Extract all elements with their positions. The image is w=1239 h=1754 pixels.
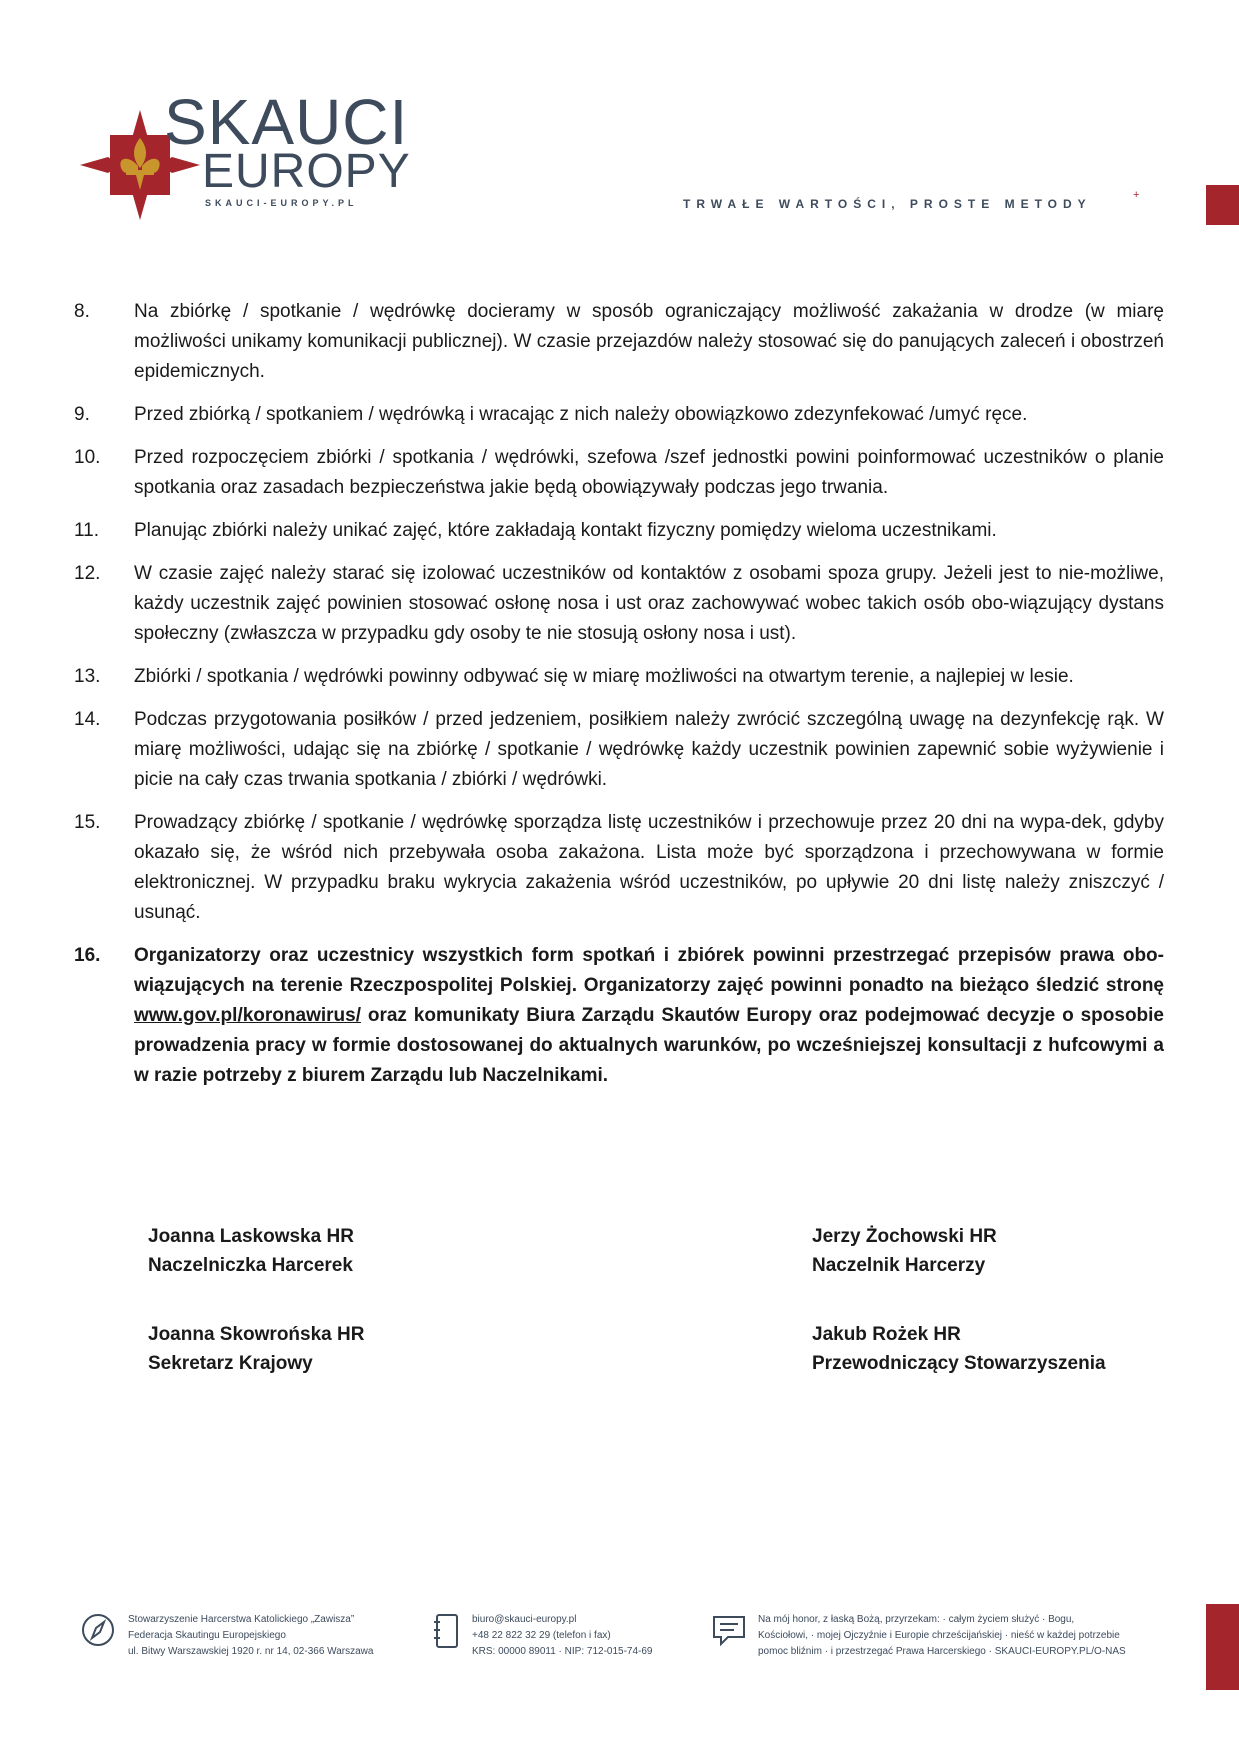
list-item: [74, 705, 1164, 795]
item-text: W czasie zajęć należy starać się izolować uczestników od kontaktów z osobami spoza grupy. Jeżeli jest to nie-możliwe, każdy uczestnik zajęć powinien stosować osłonę nosa i ust oraz zachowywać wobec takich osób obo-wiązujący dystans społeczny (zwłaszcza w przypadku gdy osoby te nie stosują osłony nosa i ust).: [134, 563, 1164, 644]
item-text: Zbiórki / spotkania / wędrówki powinny odbywać się w miarę możliwości na otwartym terenie, a najlepiej w lesie.: [134, 666, 1074, 687]
list-item: [74, 559, 1164, 649]
footer-promise: [758, 1612, 1158, 1660]
item-number: 12.: [74, 563, 101, 584]
signer-role: Przewodniczący Stowarzyszenia: [812, 1353, 1106, 1374]
list-item: [74, 400, 1164, 430]
footer-address: [128, 1612, 373, 1660]
signer-name: Jakub Rożek HR: [812, 1324, 961, 1345]
footer-email[interactable]: biuro@skauci-europy.pl: [472, 1614, 577, 1625]
item-number: 16.: [74, 945, 101, 966]
signer-name: Jerzy Żochowski HR: [812, 1226, 997, 1247]
footer-line: KRS: 00000 89011 · NIP: 712-015-74-69: [472, 1646, 653, 1657]
logo-word-skauci: SKAUCI: [164, 86, 409, 158]
gov-link[interactable]: www.gov.pl/koronawirus/: [134, 1005, 361, 1026]
signature-block: [148, 1222, 354, 1280]
notebook-icon: [432, 1612, 462, 1652]
item-text: Podczas przygotowania posiłków / przed jedzeniem, posiłkiem należy zwrócić szczególną uwagę na dezynfekcję rąk. W miarę możliwości, udając się na zbiórkę / spotkanie / wędrówkę każdy uczestnik powinien zapewnić sobie wyżywienie i picie na cały czas trwania spotkania / zbiórki / wędrówki.: [134, 709, 1164, 790]
item-text: Planując zbiórki należy unikać zajęć, które zakładają kontakt fizyczny pomiędzy wieloma uczestnikami.: [134, 520, 997, 541]
edge-tab-top: [1206, 185, 1239, 225]
item-text: Prowadzący zbiórkę / spotkanie / wędrówkę sporządza listę uczestników i przechowuje przez 20 dni na wypa-dek, gdyby okazało się, że wśród nich przebywała osoba zakażona. Lista może być sporządzona i przechowywana w formie elektronicznej. W przypadku braku wykrycia zakażenia wśród uczestników, po upływie 20 dni listę należy zniszczyć / usunąć.: [134, 812, 1164, 923]
item-text: [134, 941, 1164, 1091]
item-number: 13.: [74, 666, 101, 687]
item-text-after: oraz komunikaty Biura Zarządu Skautów Europy oraz podejmować decyzje o sposobie prowadzenia pracy w formie dostosowanej do aktualnych warunków, po wcześniejszej konsultacji z hufcowymi a w razie potrzeby z biurem Zarządu lub Naczelnikami.: [134, 1005, 1164, 1086]
list-item: [74, 808, 1164, 928]
signature-block: [148, 1320, 364, 1378]
speech-bubble-icon: [710, 1612, 748, 1650]
item-number: 8.: [74, 301, 90, 322]
rules-list: [74, 297, 1164, 1104]
signer-role: Naczelnik Harcerzy: [812, 1255, 986, 1276]
item-text: Przed zbiórką / spotkaniem / wędrówką i wracając z nich należy obowiązkowo zdezynfekować /umyć ręce.: [134, 404, 1028, 425]
footer-line: Na mój honor, z łaską Bożą, przyrzekam: · całym życiem służyć · Bogu,: [758, 1614, 1075, 1625]
item-text: Przed rozpoczęciem zbiórki / spotkania / wędrówki, szefowa /szef jednostki powini poinformować uczestników o planie spotkania oraz zasadach bezpieczeństwa jakie będą obowiązywały podczas jego trwania.: [134, 447, 1164, 498]
item-number: 11.: [74, 520, 100, 541]
logo-url: SKAUCI-EUROPY.PL: [205, 198, 358, 208]
item-number: 9.: [74, 404, 90, 425]
footer-contact: [472, 1612, 653, 1660]
signer-role: Naczelniczka Harcerek: [148, 1255, 353, 1276]
tagline-mark: +: [1133, 189, 1140, 201]
signature-block: [812, 1320, 1106, 1378]
footer-line: Kościołowi, · mojej Ojczyźnie i Europie chrześcijańskiej · nieść w każdej potrzebie: [758, 1630, 1120, 1641]
item-number: 10.: [74, 447, 101, 468]
tagline: TRWAŁE WARTOŚCI, PROSTE METODY: [683, 197, 1092, 211]
compass-icon: [80, 1612, 116, 1648]
logo-word-europy: EUROPY: [202, 145, 411, 198]
footer-line: Stowarzyszenie Harcerstwa Katolickiego „Zawisza”: [128, 1614, 355, 1625]
item-text: Na zbiórkę / spotkanie / wędrówkę docieramy w sposób ograniczający możliwość zakażania w drodze (w miarę możliwości unikamy komunikacji publicznej). W czasie przejazdów należy stosować się do panujących zaleceń i obostrzeń epidemicznych.: [134, 301, 1164, 382]
item-text-before: Organizatorzy oraz uczestnicy wszystkich form spotkań i zbiórek powinni przestrzegać przepisów prawa obo-wiązujących na terenie Rzeczpospolitej Polskiej. Organizatorzy zajęć powinni ponadto na bieżąco śledzić stronę: [134, 945, 1164, 996]
signer-name: Joanna Skowrońska HR: [148, 1324, 365, 1345]
footer-line: +48 22 822 32 29 (telefon i fax): [472, 1630, 611, 1641]
list-item: [74, 297, 1164, 387]
edge-tab-bottom: [1206, 1604, 1239, 1690]
logo: [80, 86, 411, 230]
footer-line: pomoc bliźnim · i przestrzegać Prawa Harcerskiego · SKAUCI-EUROPY.PL/O-NAS: [758, 1646, 1126, 1657]
footer-line: Federacja Skautingu Europejskiego: [128, 1630, 286, 1641]
signer-name: Joanna Laskowska HR: [148, 1226, 354, 1247]
item-number: 15.: [74, 812, 101, 833]
list-item: [74, 516, 1164, 546]
footer-line: ul. Bitwy Warszawskiej 1920 r. nr 14, 02-366 Warszawa: [128, 1646, 374, 1657]
list-item-important: [74, 941, 1164, 1091]
signature-block: [812, 1222, 997, 1280]
list-item: [74, 443, 1164, 503]
item-number: 14.: [74, 709, 101, 730]
list-item: [74, 662, 1164, 692]
signer-role: Sekretarz Krajowy: [148, 1353, 313, 1374]
